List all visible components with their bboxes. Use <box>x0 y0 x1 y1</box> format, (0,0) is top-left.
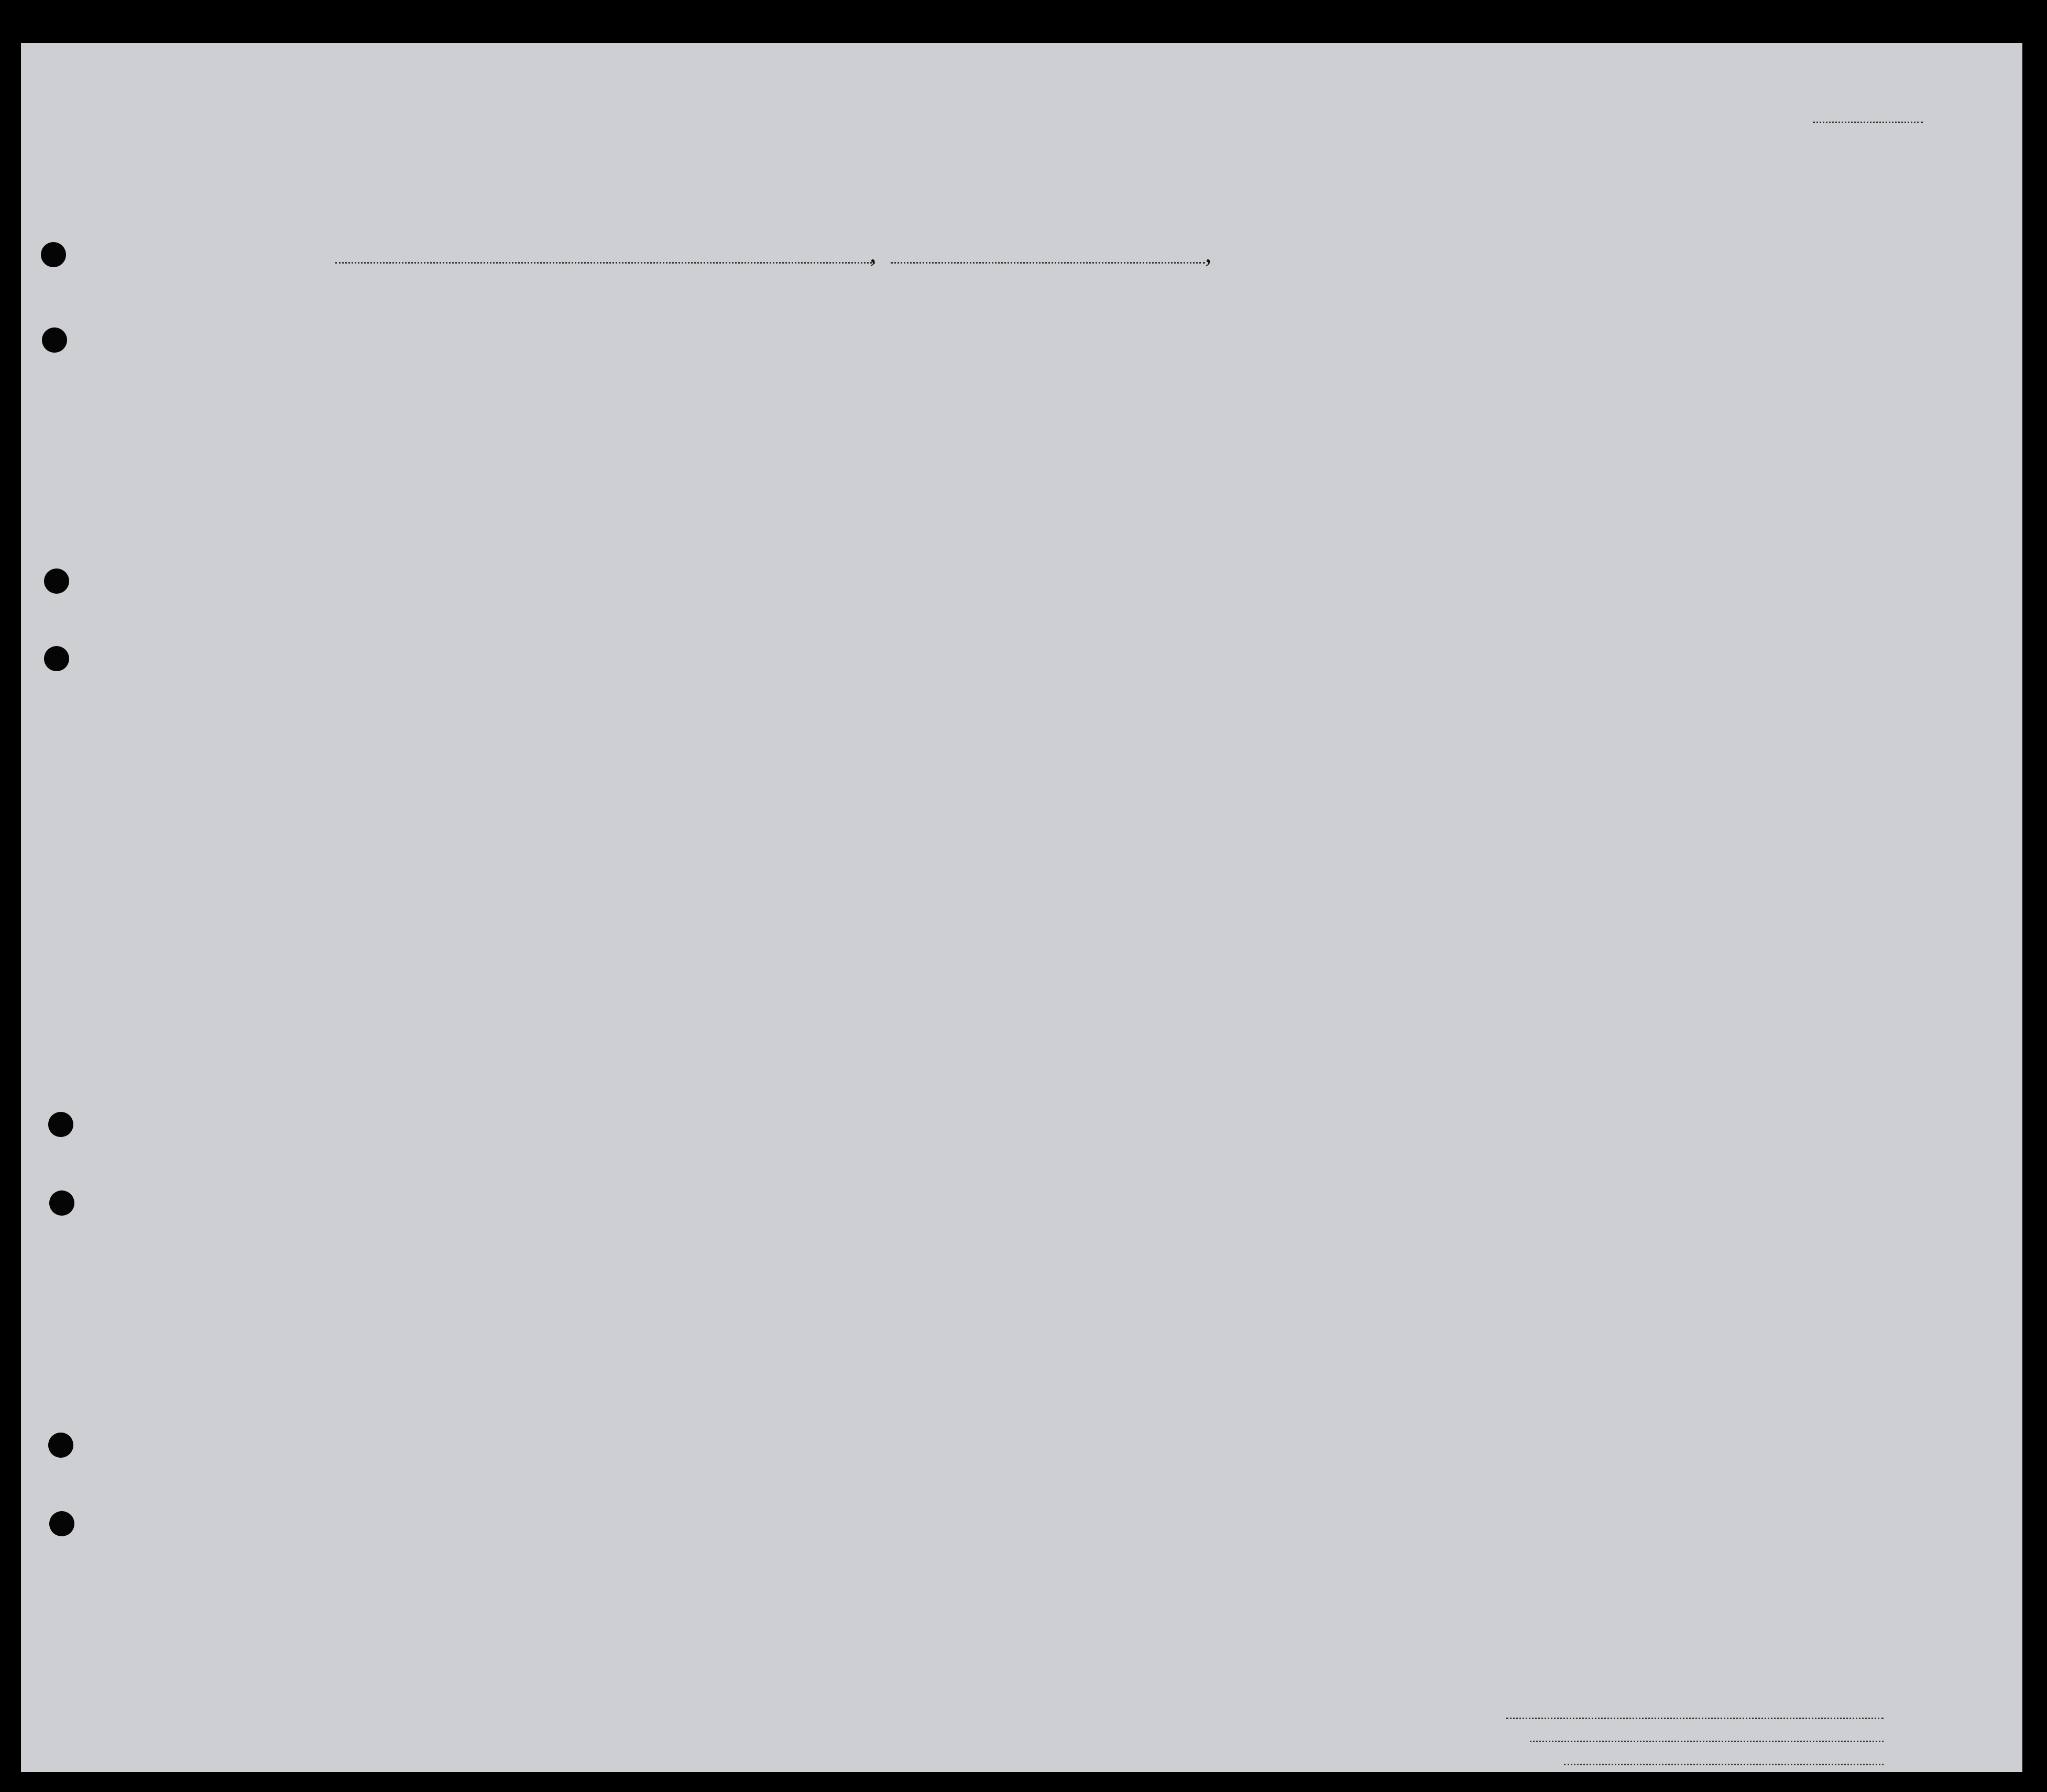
col24-b <box>1210 346 1226 445</box>
binder-hole <box>44 569 69 594</box>
col24-c <box>1230 346 1251 445</box>
col34-feet <box>1665 410 1677 452</box>
col24-a <box>1181 346 1207 445</box>
comma: , <box>870 238 877 268</box>
col26-header <box>1302 321 1318 446</box>
col27-header <box>1329 321 1344 446</box>
binder-hole <box>49 1190 74 1216</box>
col34-inches <box>1686 410 1699 452</box>
binder-hole <box>44 646 69 671</box>
binder-hole <box>41 242 66 267</box>
agents-field[interactable] <box>1564 1764 1884 1765</box>
table-grid <box>21 43 2022 1772</box>
col31-header <box>1463 321 1479 446</box>
col30-header <box>1439 321 1454 446</box>
col19-header <box>575 316 596 442</box>
comma2: , <box>1205 238 1212 268</box>
col25-header <box>1278 321 1299 446</box>
binder-hole <box>48 1433 73 1458</box>
col29-header <box>1414 321 1435 446</box>
binder-hole <box>49 1511 74 1536</box>
manifest-sheet <box>21 43 2022 1772</box>
col28-header <box>1352 321 1398 446</box>
owners-field[interactable] <box>1530 1741 1884 1742</box>
binder-hole <box>42 327 67 353</box>
line-field[interactable] <box>1506 1718 1884 1719</box>
col21-header <box>705 316 726 442</box>
binder-hole <box>48 1112 73 1137</box>
